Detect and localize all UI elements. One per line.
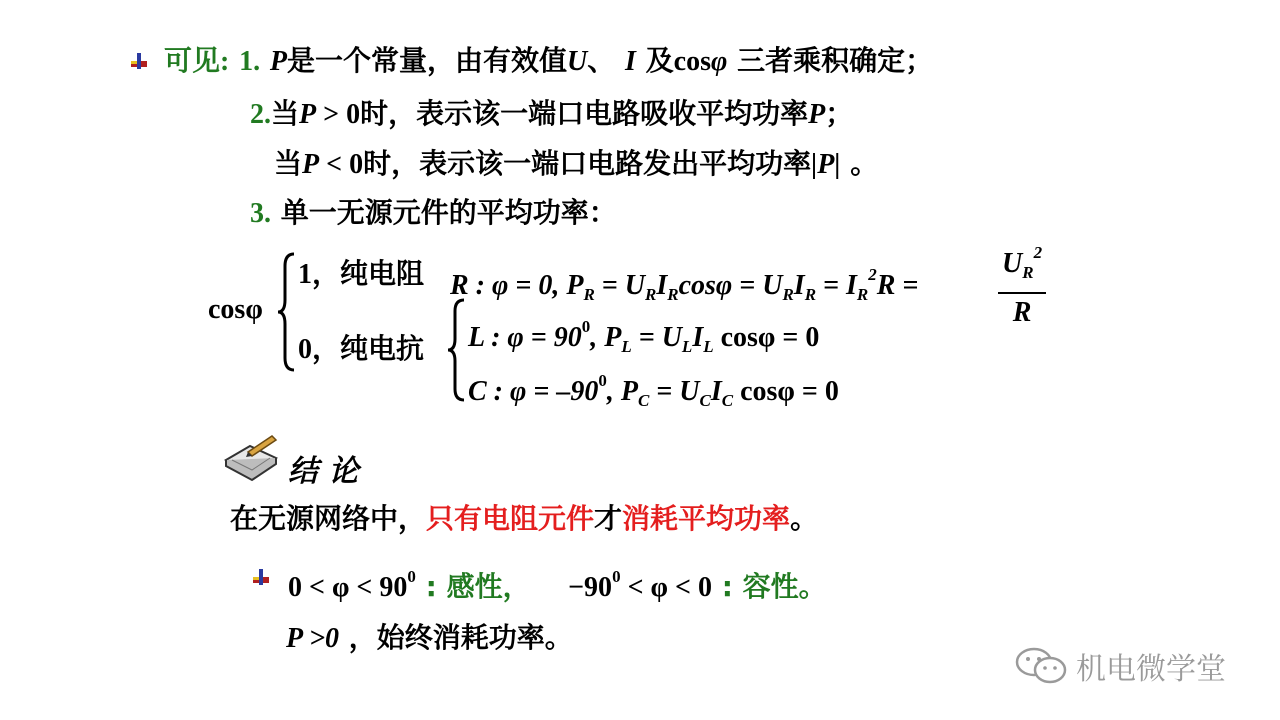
always-consume-line: P >0 ，始终消耗功率。: [286, 621, 573, 654]
bullet-icon: [128, 50, 150, 72]
cos-phi-label: cosφ: [208, 294, 263, 325]
watermark-text: 机电微学堂: [1076, 652, 1226, 687]
wechat-icon: [1014, 646, 1070, 686]
fraction-numerator: $U_R^2$: [998, 236, 1046, 294]
reactance-case: 0，纯电抗: [298, 332, 425, 365]
conclusion-line-3: 当P < 0时，表示该一端口电路发出平均功率|P| 。: [274, 147, 879, 180]
lead-word: 可见: [164, 44, 221, 77]
conclusion-line-1: 可见: 1. P是一个常量，由有效值U、 I 及cosφ 三者乘积确定；: [164, 44, 934, 77]
conclusion-statement: 在无源网络中，只有电阻元件才消耗平均功率。: [230, 502, 819, 535]
bullet-icon: [250, 566, 272, 588]
power-fraction: [998, 236, 1046, 330]
conclusion-heading: 结 论: [288, 454, 359, 489]
conclusion-line-4: 3. 单一无源元件的平均功率：: [250, 196, 617, 229]
conclusion-line-2: 2.当P > 0时，表示该一端口电路吸收平均功率P；: [250, 97, 854, 130]
capacitor-formula: C : $\varphi = -90^0$, $P_C = U_CI_C$ cosφ = 0: [468, 371, 839, 410]
fraction-denominator: R: [1012, 297, 1032, 328]
outer-brace: [276, 252, 298, 372]
notebook-pen-icon: [222, 430, 280, 482]
inner-brace: [446, 298, 468, 402]
phase-cases: $0 < \varphi < 90^0$ : 感性， $-90^0 < \varphi < 0$ : 容性。: [288, 567, 827, 603]
inductor-formula: L : $\varphi = 90^0$, $P_L = U_LI_L$ cosφ = 0: [468, 317, 820, 356]
resistor-case: 1，纯电阻: [298, 257, 425, 290]
resistor-formula: R : φ = 0, $P_R = U_RI_R\cos\varphi = U_RI_R = I_R^2R$ =: [450, 265, 919, 304]
